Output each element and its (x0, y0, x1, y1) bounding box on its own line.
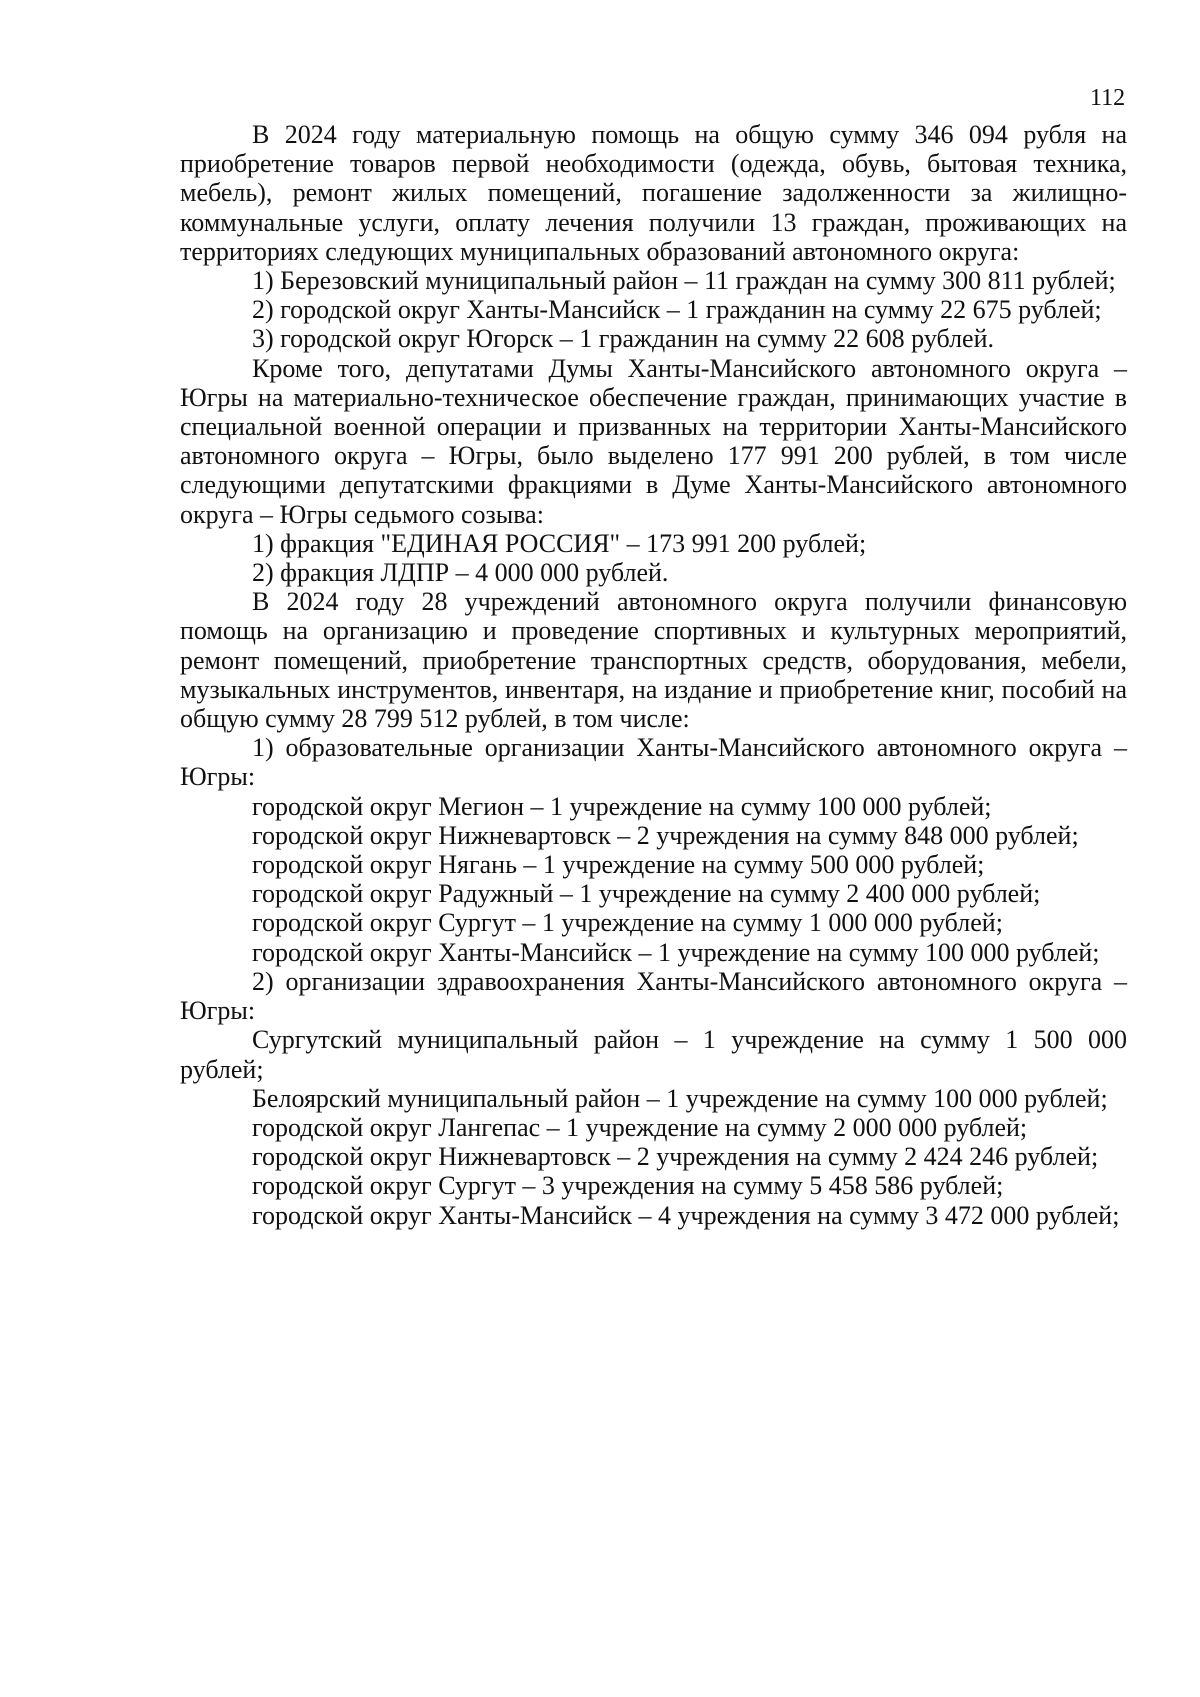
list-item-faction-ldpr: 2) фракция ЛДПР – 4 000 000 рублей. (252, 558, 669, 588)
list-item-beloyarsky-district: Белоярский муниципальный район – 1 учреждение на сумму 100 000 рублей; (252, 1083, 1108, 1113)
paragraph-institutions-aid: В 2024 году 28 учреждений автономного округа получили финансовую помощь на организацию и проведение спортивных и культурных мероприятий, ремонт помещений, приобретение транспортных средств, оборудования, мебели, музыкальных инструментов, инвентаря, на издание и приобретение книг, пособий на общую сумму 28 799 512 рублей, в том числе: (180, 587, 1127, 734)
list-item-nizhnevartovsk-health: городской округ Нижневартовск – 2 учреждения на сумму 2 424 246 рублей; (252, 1142, 1099, 1172)
list-item-nizhnevartovsk-edu: городской округ Нижневартовск – 2 учреждения на сумму 848 000 рублей; (252, 820, 1079, 850)
paragraph-deputies-funding: Кроме того, депутатами Думы Ханты-Мансийского автономного округа – Югры на материально-техническое обеспечение граждан, принимающих участие в специальной военной операции и призванных на территории Ханты-Мансийского автономного округа – Югры, было выделено 177 991 200 рублей, в том числе следующими депутатскими фракциями в Думе Ханты-Мансийского автономного округа – Югры седьмого созыва: (180, 353, 1127, 529)
list-item-khanty-mansiysk-health: городской округ Ханты-Мансийск – 4 учреждения на сумму 3 472 000 рублей; (252, 1200, 1120, 1230)
list-item-nyagan: городской округ Нягань – 1 учреждение на сумму 500 000 рублей; (252, 850, 985, 880)
document-body (180, 120, 1127, 1230)
list-item-megion: городской округ Мегион – 1 учреждение на сумму 100 000 рублей; (252, 791, 992, 821)
list-item-khanty-mansiysk-aid: 2) городской округ Ханты-Мансийск – 1 гражданин на сумму 22 675 рублей; (252, 295, 1102, 325)
paragraph-material-aid-intro: В 2024 году материальную помощь на общую сумму 346 094 рубля на приобретение товаров первой необходимости (одежда, обувь, бытовая техника, мебель), ремонт жилых помещений, погашение задолженности за жилищно-коммунальные услуги, оплату лечения получили 13 граждан, проживающих на территориях следующих муниципальных образований автономного округа: (180, 120, 1127, 266)
list-heading-education: 1) образовательные организации Ханты-Мансийского автономного округа – Югры: (180, 733, 1127, 792)
list-item-faction-er: 1) фракция "ЕДИНАЯ РОССИЯ" – 173 991 200 рублей; (252, 528, 867, 558)
list-item-khanty-mansiysk-edu: городской округ Ханты-Мансийск – 1 учреждение на сумму 100 000 рублей; (252, 937, 1100, 967)
list-item-berezovsky: 1) Березовский муниципальный район – 11 граждан на сумму 300 811 рублей; (252, 266, 1116, 296)
list-item-surgut-edu: городской округ Сургут – 1 учреждение на сумму 1 000 000 рублей; (252, 908, 1003, 938)
list-item-raduzhny: городской округ Радужный – 1 учреждение на сумму 2 400 000 рублей; (252, 879, 1041, 909)
list-heading-healthcare: 2) организации здравоохранения Ханты-Мансийского автономного округа – Югры: (180, 966, 1127, 1026)
list-item-surgut-health: городской округ Сургут – 3 учреждения на сумму 5 458 586 рублей; (252, 1171, 1004, 1201)
list-item-yugorsk: 3) городской округ Югорск – 1 гражданин на сумму 22 608 рублей. (252, 324, 995, 354)
page-number: 112 (1090, 85, 1126, 111)
list-item-surgutsky-district: Сургутский муниципальный район – 1 учреждение на сумму 1 500 000 рублей; (180, 1025, 1127, 1084)
list-item-langepas: городской округ Лангепас – 1 учреждение на сумму 2 000 000 рублей; (252, 1112, 1028, 1142)
